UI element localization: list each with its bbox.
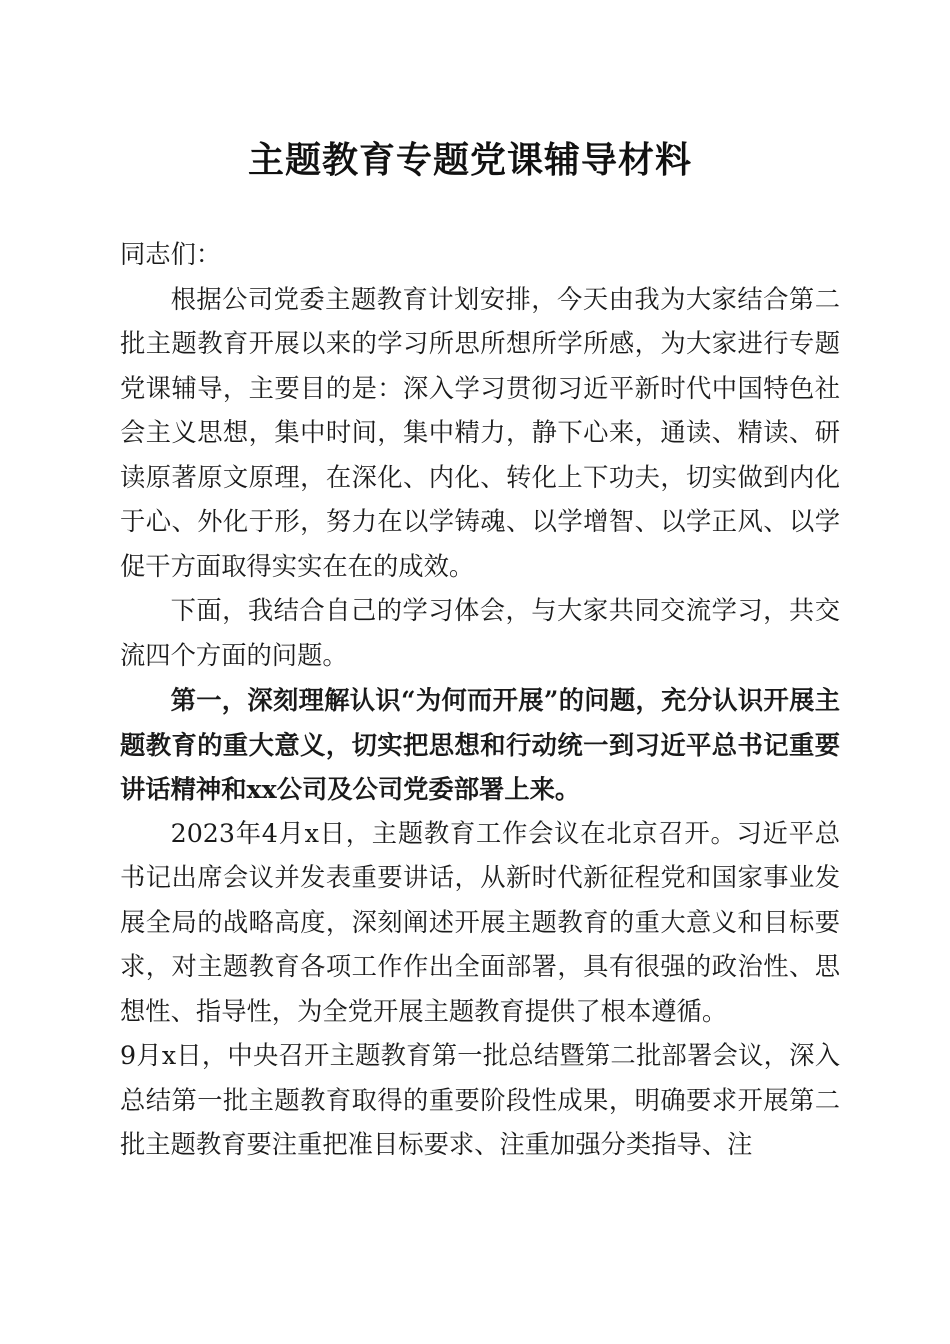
section-heading-first: 第一，深刻理解认识“为何而开展”的问题，充分认识开展主题教育的重大意义，切实把思想和行动统一到习近平总书记重要讲话精神和xx公司及公司党委部署上来。 — [120, 685, 840, 804]
paragraph-intro: 根据公司党委主题教育计划安排，今天由我为大家结合第二批主题教育开展以来的学习所思所想所学所感，为大家进行专题党课辅导，主要目的是：深入学习贯彻习近平新时代中国特色社会主义思想，集中时间，集中精力，静下心来，通读、精读、研读原著原文原理，在深化、内化、转化上下功夫，切实做到内化于心、外化于形，努力在以学铸魂、以学增智、以学正风、以学促干方面取得实实在在的成效。 — [120, 284, 840, 581]
paragraph-september-meeting: 9月x日，中央召开主题教育第一批总结暨第二批部署会议，深入总结第一批主题教育取得的重要阶段性成果，明确要求开展第二批主题教育要注重把准目标要求、注重加强分类指导、注 — [120, 1041, 840, 1159]
paragraph-april-meeting: 2023年4月x日，主题教育工作会议在北京召开。习近平总书记出席会议并发表重要讲话，从新时代新征程党和国家事业发展全局的战略高度，深刻阐述开展主题教育的重大意义和目标要求，对主题教育各项工作作出全面部署，具有很强的政治性、思想性、指导性，为全党开展主题教育提供了根本遵循。 — [120, 818, 840, 1026]
salutation: 同志们： — [120, 240, 222, 269]
document-title: 主题教育专题党课辅导材料 — [247, 139, 692, 181]
document-body — [120, 233, 840, 1168]
paragraph-overview: 下面，我结合自己的学习体会，与大家共同交流学习，共交流四个方面的问题。 — [120, 596, 840, 670]
